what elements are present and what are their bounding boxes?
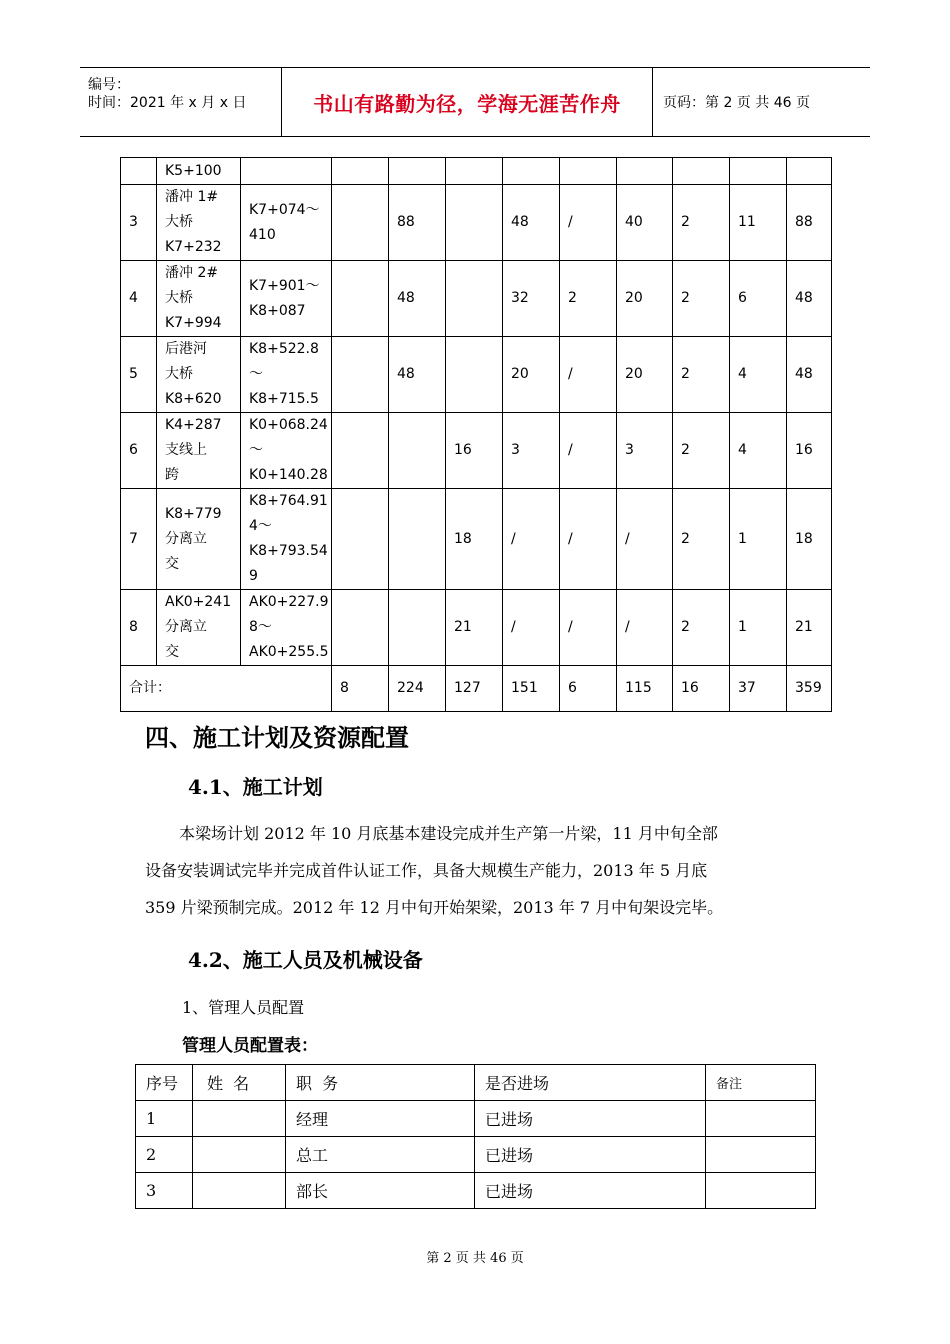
cell-name-line: 大桥: [165, 214, 193, 230]
table-cell: 3: [136, 1173, 193, 1209]
cell-value: 48: [389, 261, 446, 337]
table-row: [121, 261, 832, 337]
cell-range: [241, 413, 332, 489]
cell-name-line: K4+287: [165, 417, 222, 433]
cell-value: [503, 158, 560, 185]
cell-no: 4: [121, 261, 157, 337]
cell-range: [241, 337, 332, 413]
total-value: 37: [730, 666, 787, 712]
cell-value: [446, 185, 503, 261]
table-cell: 1: [136, 1101, 193, 1137]
cell-no: 3: [121, 185, 157, 261]
table-cell: 已进场: [475, 1101, 706, 1137]
cell-value: 2: [673, 337, 730, 413]
cell-value: [617, 158, 673, 185]
cell-value: 18: [446, 489, 503, 590]
cell-value: /: [560, 489, 617, 590]
cell-range-line: K8+715.5: [249, 391, 319, 407]
cell-value: /: [503, 489, 560, 590]
cell-range-line: K0+068.24: [249, 417, 328, 433]
cell-value: 2: [673, 185, 730, 261]
table-cell: 2: [136, 1137, 193, 1173]
subsection-title-4-2: 4.2、施工人员及机械设备: [188, 948, 423, 972]
cell-range-line: 9: [249, 568, 258, 584]
cell-name-line: K8+779: [165, 505, 222, 522]
total-value: 359: [787, 666, 832, 712]
header-page-cell: [653, 68, 870, 136]
cell-value: 1: [730, 590, 787, 666]
table-row: [121, 489, 832, 590]
header-meta: [80, 68, 280, 136]
cell-value: 48: [389, 337, 446, 413]
column-header: 姓 名: [193, 1065, 286, 1101]
cell-value: 2: [560, 261, 617, 337]
cell-name-line: AK0+241: [165, 594, 232, 610]
cell-value: 3: [503, 413, 560, 489]
total-value: 151: [503, 666, 560, 712]
cell-name-line: 大桥: [165, 290, 193, 306]
cell-name-line: K7+232: [165, 239, 222, 255]
plan-line: 359 片梁预制完成。2012 年 12 月中旬开始架梁，2013 年 7 月中旬架设完毕。: [145, 898, 724, 917]
header-row: [136, 1065, 816, 1101]
table-cell: [193, 1137, 286, 1173]
cell-value: 48: [787, 261, 832, 337]
cell-name-line: 跨: [165, 467, 179, 483]
table-row: [121, 590, 832, 666]
table-cell: 经理: [286, 1101, 475, 1137]
cell-value: /: [503, 590, 560, 666]
cell-value: 48: [787, 337, 832, 413]
table-cell: [706, 1173, 816, 1209]
page-header: [80, 67, 870, 137]
total-value: 127: [446, 666, 503, 712]
cell-value: 18: [787, 489, 832, 590]
cell-value: [332, 337, 389, 413]
total-value: 6: [560, 666, 617, 712]
cell-value: 2: [673, 489, 730, 590]
table-row: [121, 413, 832, 489]
header-number: 编号：: [88, 77, 130, 93]
table-row: [136, 1137, 816, 1173]
staff-table: [135, 1064, 816, 1209]
cell-range: [241, 261, 332, 337]
cell-no: 8: [121, 590, 157, 666]
cell-name-line: 分离立: [165, 619, 207, 635]
cell-name: [157, 590, 241, 666]
cell-value: /: [560, 590, 617, 666]
table-row: [121, 185, 832, 261]
header-page-number: 页码：第 2 页 共 46 页: [663, 95, 810, 111]
table-row: [121, 337, 832, 413]
cell-value: 2: [673, 413, 730, 489]
cell-name-line: 大桥: [165, 366, 193, 382]
plan-paragraph: [145, 815, 805, 926]
table-cell: [706, 1137, 816, 1173]
table-cell: 部长: [286, 1173, 475, 1209]
total-label: 合计：: [121, 666, 332, 712]
table-row: [136, 1101, 816, 1137]
header-motto-cell: [281, 68, 653, 136]
cell-range-line: AK0+255.5: [249, 644, 329, 660]
cell-range-line: K7+901～: [249, 277, 320, 294]
cell-value: [332, 590, 389, 666]
cell-no: 6: [121, 413, 157, 489]
cell-name-line: K8+620: [165, 391, 222, 407]
cell-value: [730, 158, 787, 185]
total-value: 8: [332, 666, 389, 712]
cell-value: /: [560, 413, 617, 489]
cell-value: [332, 413, 389, 489]
bridge-beam-table: [120, 157, 832, 712]
cell-value: [332, 489, 389, 590]
cell-value: /: [617, 590, 673, 666]
column-header: 序号: [136, 1065, 193, 1101]
cell-range-line: K8+764.91: [249, 493, 328, 509]
cell-range-line: 8～: [249, 619, 272, 635]
cell-value: [389, 158, 446, 185]
cell-range-line: K7+074～: [249, 201, 320, 218]
cell-name-line: 后港河: [165, 341, 207, 357]
table-cell: [193, 1101, 286, 1137]
cell-value: [673, 158, 730, 185]
table-cell: [706, 1101, 816, 1137]
cell-name: K5+100: [157, 158, 241, 185]
cell-value: [787, 158, 832, 185]
cell-value: 40: [617, 185, 673, 261]
cell-value: [332, 261, 389, 337]
cell-no: 7: [121, 489, 157, 590]
cell-value: 16: [446, 413, 503, 489]
cell-value: [241, 158, 332, 185]
column-header: 职 务: [286, 1065, 475, 1101]
cell-no: [121, 158, 157, 185]
cell-value: 4: [730, 413, 787, 489]
cell-range-line: AK0+227.9: [249, 594, 329, 610]
table-cell: [193, 1173, 286, 1209]
cell-range-line: K8+522.8: [249, 341, 319, 357]
cell-value: 88: [787, 185, 832, 261]
table-row: [136, 1173, 816, 1209]
cell-name-line: 交: [165, 555, 179, 572]
cell-no: 5: [121, 337, 157, 413]
cell-range-line: 4～: [249, 518, 272, 534]
cell-value: 6: [730, 261, 787, 337]
cell-value: 2: [673, 590, 730, 666]
total-value: 115: [617, 666, 673, 712]
subsection-title-4-1: 4.1、施工计划: [188, 775, 323, 799]
cell-value: 1: [730, 489, 787, 590]
cell-name-line: 潘冲 2#: [165, 265, 219, 281]
section-title: 四、施工计划及资源配置: [145, 723, 409, 752]
cell-value: [389, 413, 446, 489]
cell-name-line: K7+994: [165, 315, 222, 331]
cell-value: 21: [446, 590, 503, 666]
cell-value: 11: [730, 185, 787, 261]
cell-value: [446, 158, 503, 185]
column-header: 是否进场: [475, 1065, 706, 1101]
cell-value: /: [560, 185, 617, 261]
cell-value: [332, 158, 389, 185]
cell-value: [446, 337, 503, 413]
total-row: [121, 666, 832, 712]
cell-name-line: 潘冲 1#: [165, 189, 219, 205]
cell-value: [446, 261, 503, 337]
cell-name: [157, 261, 241, 337]
cell-range: [241, 185, 332, 261]
cell-value: 21: [787, 590, 832, 666]
cell-name: [157, 413, 241, 489]
cell-name-line: 分离立: [165, 530, 207, 547]
cell-value: /: [560, 337, 617, 413]
cell-name: [157, 337, 241, 413]
cell-value: 4: [730, 337, 787, 413]
table-cell: 总工: [286, 1137, 475, 1173]
cell-value: 20: [617, 261, 673, 337]
cell-value: [389, 590, 446, 666]
cell-value: 20: [617, 337, 673, 413]
cell-value: [332, 185, 389, 261]
header-motto: 书山有路勤为径，学海无涯苦作舟: [313, 91, 621, 116]
cell-value: 16: [787, 413, 832, 489]
cell-value: [389, 489, 446, 590]
plan-line: 本梁场计划 2012 年 10 月底基本建设完成并生产第一片梁，11 月中旬全部: [179, 824, 718, 843]
cell-value: 20: [503, 337, 560, 413]
cell-value: 3: [617, 413, 673, 489]
management-subheading: 1、管理人员配置: [182, 998, 305, 1017]
column-header: 备注: [706, 1065, 816, 1101]
total-value: 16: [673, 666, 730, 712]
cell-value: [560, 158, 617, 185]
cell-name: [157, 185, 241, 261]
cell-name-line: 支线上: [165, 442, 207, 458]
cell-range-line: ～: [249, 442, 263, 458]
cell-name: [157, 489, 241, 590]
cell-name-line: 交: [165, 644, 179, 660]
cell-value: 32: [503, 261, 560, 337]
cell-range-line: 410: [249, 226, 276, 243]
cell-range: [241, 489, 332, 590]
cell-range-line: K0+140.28: [249, 467, 328, 483]
cell-value: 48: [503, 185, 560, 261]
cell-range: [241, 590, 332, 666]
cell-value: 88: [389, 185, 446, 261]
table-cell: 已进场: [475, 1137, 706, 1173]
header-time: 时间：2021 年 x 月 x 日: [88, 95, 247, 111]
plan-line: 设备安装调试完毕并完成首件认证工作，具备大规模生产能力，2013 年 5 月底: [145, 861, 708, 880]
cell-range-line: K8+793.54: [249, 543, 328, 559]
cell-range-line: ～: [249, 366, 263, 382]
page-footer: 第 2 页 共 46 页: [426, 1251, 524, 1266]
staff-table-caption: 管理人员配置表：: [182, 1036, 318, 1056]
total-value: 224: [389, 666, 446, 712]
cell-value: /: [617, 489, 673, 590]
table-row: [121, 158, 832, 185]
cell-value: 2: [673, 261, 730, 337]
cell-range-line: K8+087: [249, 302, 306, 319]
table-cell: 已进场: [475, 1173, 706, 1209]
